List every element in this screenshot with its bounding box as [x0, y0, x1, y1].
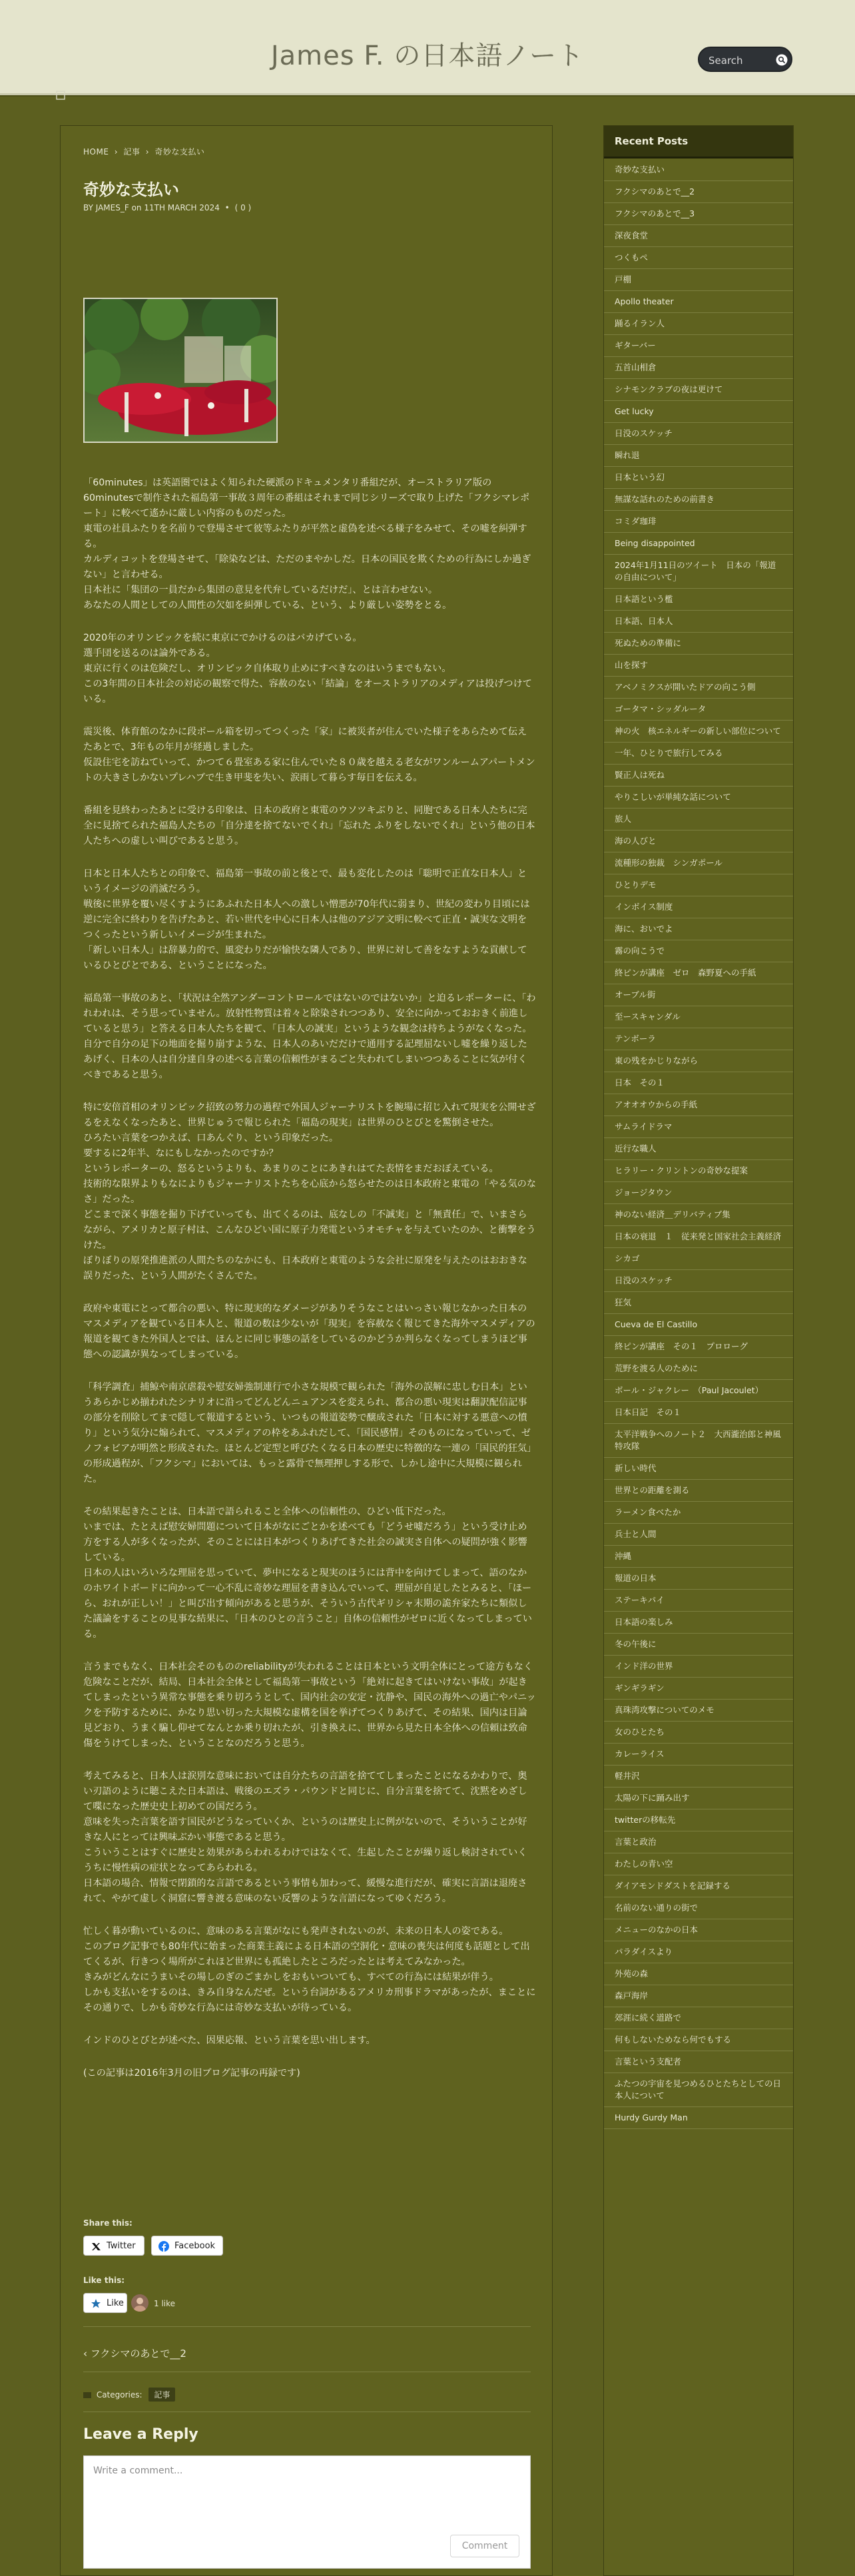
post-paragraph: 番組を見終わったあとに受ける印象は、日本の政府と東電のウソツキぶりと、同胞である日本人たちに完全に見捨てられた福島人たちの「自分達を捨てないでくれ」「忘れた ふりをしないでくれ」という他の日本人たちへの虚しい叫びであると思う。 [83, 805, 535, 846]
recent-post-link[interactable]: 日本 その１ [604, 1072, 793, 1094]
divider [83, 2326, 531, 2327]
site-header [0, 0, 855, 95]
restaurant-photo [85, 299, 276, 442]
like-button[interactable] [83, 2293, 127, 2313]
recent-post-link[interactable]: 霧の向こうで [604, 940, 793, 962]
recent-post-link[interactable]: 神の火 核エネルギーの新しい部位について [604, 721, 793, 743]
post-paragraph: 政府や東電にとって都合の悪い、特に現実的なダメージがありそうなことはいっさい報じなかった日本のマスメディアを観ている日本人と、報道の数は少ないが「現実」を容赦なく報じてきた海外マスメディアの報道を観てきた外国人とでは、ほんとに同じ事態の話をしているのかどうか判らなくなってしまうほど事態への認識が異なってしまっている。 [83, 1303, 535, 1360]
byline-date[interactable]: 11TH MARCH 2024 [144, 203, 220, 212]
recent-post-link[interactable]: 名前のない通りの街で [604, 1897, 793, 1919]
recent-post-link[interactable]: 日没のスケッチ [604, 423, 793, 445]
recent-post-link[interactable]: メニューのなかの日本 [604, 1919, 793, 1941]
recent-post-link[interactable]: アベノミクスが開いたドアの向こう側 [604, 677, 793, 699]
recent-post-link[interactable]: ステーキパイ [604, 1590, 793, 1612]
recent-post-link[interactable]: コミダ珈琲 [604, 511, 793, 533]
recent-post-link[interactable]: インド洋の世界 [604, 1656, 793, 1678]
liker-avatar[interactable] [131, 2294, 148, 2312]
folder-icon [83, 2392, 91, 2398]
breadcrumb-current: 奇妙な支払い [154, 147, 205, 157]
recent-post-link[interactable]: 瞬れ退 [604, 445, 793, 467]
recent-post-link[interactable]: 外苑の森 [604, 1963, 793, 1985]
recent-post-link[interactable]: 奇妙な支払い [604, 159, 793, 181]
recent-post-link[interactable]: 死ぬための準備に [604, 633, 793, 655]
recent-post-link[interactable]: 言葉と政治 [604, 1831, 793, 1853]
recent-post-link[interactable]: つくもぺ [604, 247, 793, 269]
recent-post-link[interactable]: 近行な職人 [604, 1138, 793, 1160]
recent-post-link[interactable]: 真珠湾攻撃についてのメモ [604, 1700, 793, 1722]
like-count: 1 like [154, 2299, 176, 2308]
post-paragraph: 「科学調査」捕鯨や南京虐殺や慰安婦強制連行で小さな規模で観られた「海外の誤解に忠しむ日本」というあらかじめ揃われたシナリオに沿ってどんどんニュアンスを変えられ、都合の悪い現実は翻訳配信記事の部分を削除してまで隠して報道するという、いつもの報道姿勢で醸成された「日本に対する悪意への憤り」という気分に煽られて、マスメディアの枠をあふれだして、「国民感情」そのものになっていって、ゼノフォビアが明然と形成された。ほとんど定型と呼びたくなる日本の歴史に特徴的な一連の「国民的狂気」の形成過程が、「フクシマ」においては、もっと露骨で無理押しする形で、しかし途中に大規模に観られた。 [83, 1382, 532, 1484]
recent-posts-list [604, 159, 793, 2129]
recent-post-link[interactable]: 山を探す [604, 655, 793, 677]
recent-post-link[interactable]: ひとりデモ [604, 874, 793, 896]
post-paragraph: 2020年のオリンピックを続に東京にでかけるのはバカげている。 選手団を送るのは論外である。 東京に行くのは危険だし、オリンピック自体取り止めにすべきなのはいうまでもない。 この3年間の日本社会の対応の観察で得た、容赦のない「結論」をオーストラリアのメディアは投げつけている。 [83, 633, 532, 705]
twitter-share-button[interactable] [83, 2236, 144, 2256]
post-paragraph: 日本と日本人たちとの印象で、福島第一事故の前と後とで、最も変化したのは「聡明で正直な日本人」というイメージの消滅だろう。 戦後に世界を覆い尽くすようにあふれた日本人への激しい憎悪が70年代に弱まり、世紀の変わり目頃には逆に完全に終わりを告げたあと、若い世代を中心に日本人は他のアジア文明に較べて正直・誠実な文明をつくったという新しいイメージが生まれた。 「新しい日本人」は辞暴力的で、風変わりだが愉快な隣人であり、世界に対して善をなすような貢献しているひとびとである、ということになった。 [83, 868, 530, 971]
recent-post-link[interactable]: ラーメン食べたか [604, 1502, 793, 1524]
breadcrumb [83, 146, 207, 157]
post-paragraph: 震災後、体育館のなかに段ボール箱を切ってつくった「家」に被災者が住んでいた様子をあらためて伝えたあとで、3年もの年月が経過しました。 仮設住宅を訪ねていって、かつて６畳室ある家に住んでいた８０歳を越える老女がワンルームアパートメントの大きさしかないプレハブで生き甲斐を失い、涙雨して暮らす毎日を伝える。 [83, 727, 535, 783]
recent-post-link[interactable]: 一年、ひとりで旅行してみる [604, 743, 793, 765]
breadcrumb-separator: › [145, 147, 150, 157]
post-paragraph: (この記事は2016年3月の旧ブログ記事の再録です) [83, 2068, 300, 2079]
recent-post-link[interactable]: 沖縄 [604, 1546, 793, 1568]
twitter-icon [91, 2241, 101, 2252]
breadcrumb-home[interactable]: HOME [83, 147, 109, 157]
recent-post-link[interactable]: 日本語という檻 [604, 589, 793, 611]
recent-post-link[interactable]: 東の残をかじりながら [604, 1050, 793, 1072]
recent-post-link[interactable]: 踊るイラン人 [604, 313, 793, 335]
recent-post-link[interactable]: 郊涯に続く道路で [604, 2007, 793, 2029]
recent-post-link[interactable]: 冬の午後に [604, 1634, 793, 1656]
post-paragraph: 忙しく暮が動いているのに、意味のある言葉がなにも発声されないのが、未来の日本人の姿である。 このブログ記事でも80年代に始まった商業主義による日本語の空洞化・意味の喪失は何度も話題として出てくるが、行きつく場所がこれほど世界にも孤絶したところだったとは考えてみなかった。 きみがどんなにうまいその場しのぎのごまかしをおもいついても、すべての行為には結果が伴う。 しかも支払いをするのは、きみ自身なんだぜ。という台詞があるアメリカ刑事ドラマがあったが、まことにその通りで、しかも奇妙な行為には奇妙な支払いが待っている。 [83, 1926, 536, 2013]
recent-post-link[interactable]: 太平洋戦争へのノート２ 大西瀧治郎と神風特攻隊 [604, 1424, 793, 1458]
byline-by: BY [83, 203, 93, 212]
like-label: Like this: [83, 2276, 125, 2285]
post-image[interactable] [83, 298, 278, 443]
recent-post-link[interactable]: ヒラリー・クリントンの奇妙な提案 [604, 1160, 793, 1182]
widget-header [604, 126, 793, 159]
recent-post-link[interactable]: 荒野を渡る人のために [604, 1358, 793, 1380]
like-button-label: Like [107, 2298, 124, 2308]
recent-post-link[interactable]: Hurdy Gurdy Man [604, 2107, 793, 2129]
recent-post-link[interactable]: 五首山相倉 [604, 357, 793, 379]
post-comment-button[interactable]: Comment [450, 2535, 519, 2557]
recent-post-link[interactable]: シナモンクラブの夜は更けて [604, 379, 793, 401]
search-icon[interactable] [776, 54, 788, 66]
categories-label: Categories: [96, 2390, 142, 2400]
recent-post-link[interactable]: ジョージタウン [604, 1182, 793, 1204]
post-paragraph: その結果起きたことは、日本語で語られること全体への信頼性の、ひどい低下だった。 いまでは、たとえば慰安婦問題について日本がなにごとかを述べても「どうせ嘘だろう」という受け止め方をする人が多くなったが、そのことには日本がつくりあげてきた社会の誠実さ自体への疑問が強く影響している。 日本の人はいろいろな理屈を思っていて、夢中になると現実のほうには背中を向けてしまって、語のなかのホワイトボードに向かって一心不乱に奇妙な理屈を書き込んでいって、理屈が自足したとみると、「ほーら、おれが正しい！」と叫び出す傾向があると思うが、そういう古代ギリシャ末期の詭弁家たちに類似した議論をすることの見事な結果に、「日本のひとの言うこと」自体の信頼性がゼロに近くなってしまっている。 [83, 1506, 532, 1640]
post-paragraph: インドのひとびとが述べた、因果応報、という言葉を思い出します。 [83, 2035, 376, 2046]
twitter-label: Twitter [107, 2241, 136, 2251]
recent-post-link[interactable]: 2024年1月11日のツイート 日本の「報道の自由について」 [604, 555, 793, 589]
main-content [60, 125, 553, 2576]
share-label: Share this: [83, 2218, 133, 2228]
facebook-label: Facebook [174, 2241, 216, 2251]
byline-on: on [131, 203, 142, 212]
facebook-icon [158, 2241, 169, 2252]
recent-post-link[interactable]: 森戸海岸 [604, 1985, 793, 2007]
recent-post-link[interactable]: 報道の日本 [604, 1568, 793, 1590]
comment-input[interactable] [84, 2456, 530, 2536]
widget-title: Recent Posts [615, 135, 689, 147]
sidebar [603, 125, 794, 2576]
comment-form [83, 2455, 531, 2569]
header-border [0, 95, 855, 97]
recent-post-link[interactable]: 新しい時代 [604, 1458, 793, 1480]
recent-post-link[interactable]: 日没のスケッチ [604, 1270, 793, 1292]
recent-post-link[interactable]: ボール・ジャクレー （Paul Jacoulet） [604, 1380, 793, 1402]
recent-post-link[interactable]: 終ピンが講座 ゼロ 森野夏への手紙 [604, 962, 793, 984]
post-byline [83, 203, 251, 212]
post-title: 奇妙な支払い [83, 180, 179, 199]
recent-post-link[interactable]: 海に、おいでよ [604, 918, 793, 940]
recent-post-link[interactable]: Being disappointed [604, 533, 793, 555]
post-paragraph: 言うまでもなく、日本社会そのもののreliabilityが失われることは日本という文明全体にとって途方もなく危険なことだが、結局、日本社会全体として福島第一事故という「絶対に起きてはいけない事故」が起きてしまったという異常な事態を乗り切ろうとして、国内社会の安定・沈静や、国民の海外への過亡やパニックを予防するために、かなり思い切った大規模な虚構を国を挙げてつくりあげて、その結果、国内は目論見どおり、うまく騙し仰せてなんとか乗り切れたが、引き換えに、世界から見た日本全体への信頼は致命傷をうけてしまった、ということなのだろうと思う。 [83, 1662, 536, 1749]
recent-post-link[interactable]: テンボーラ [604, 1028, 793, 1050]
recent-post-link[interactable]: 日本という幻 [604, 467, 793, 489]
recent-post-link[interactable]: 太陽の下に踊み出す [604, 1787, 793, 1809]
recent-post-link[interactable]: 兵士と人間 [604, 1524, 793, 1546]
recent-post-link[interactable]: フクシマのあとで__3 [604, 203, 793, 225]
recent-post-link[interactable]: 日本日記 その１ [604, 1402, 793, 1424]
recent-post-link[interactable]: 女のひとたち [604, 1722, 793, 1744]
recent-post-link[interactable]: 日本の衰退 １ 従来発と国家社会主義経済 [604, 1226, 793, 1248]
recent-post-link[interactable]: ギターバー [604, 335, 793, 357]
recent-post-link[interactable]: twitterの移転先 [604, 1809, 793, 1831]
recent-post-link[interactable]: 海の人びと [604, 830, 793, 852]
site-title[interactable]: James F. の日本語ノート [270, 41, 585, 71]
recent-post-link[interactable]: フクシマのあとで__2 [604, 181, 793, 203]
recent-post-link[interactable]: 世界との距離を測る [604, 1480, 793, 1502]
breadcrumb-separator: › [114, 147, 119, 157]
recent-post-link[interactable]: 何もしないためなら何でもする [604, 2029, 793, 2051]
menu-icon[interactable] [56, 91, 65, 100]
search-input[interactable] [707, 52, 776, 69]
recent-post-link[interactable]: パラダイスより [604, 1941, 793, 1963]
recent-post-link[interactable]: 至ースキャンダル [604, 1006, 793, 1028]
recent-post-link[interactable]: Apollo theater [604, 291, 793, 313]
recent-post-link[interactable]: アオオオウからの手紙 [604, 1094, 793, 1116]
byline-author[interactable]: JAMES_F [95, 203, 129, 212]
recent-post-link[interactable]: 狂気 [604, 1292, 793, 1314]
recent-post-link[interactable]: 神のない経済＿デリバティブ集 [604, 1204, 793, 1226]
categories-row [83, 2388, 175, 2402]
recent-post-link[interactable]: 軽井沢 [604, 1766, 793, 1787]
recent-post-link[interactable]: インボイス制度 [604, 896, 793, 918]
recent-post-link[interactable]: ふたつの宇宙を見つめるひとたちとしての日本人について [604, 2073, 793, 2107]
recent-post-link[interactable]: 深夜食堂 [604, 225, 793, 247]
recent-post-link[interactable]: ゴータマ・シッダルータ [604, 699, 793, 721]
byline-separator: • [224, 203, 230, 212]
recent-post-link[interactable]: 無謀な話れのための前書き [604, 489, 793, 511]
recent-post-link[interactable]: 流種形の独裁 シンガポール [604, 852, 793, 874]
recent-post-link[interactable]: ギンギラギン [604, 1678, 793, 1700]
post-paragraph: 特に安倍首相のオリンピック招致の努力の過程で外国人ジャーナリストを腕場に招じ入れて現実を公開せざるをえなくなったあと、世界じゅうで報じられた「福島の現実」は世界のひとびとを驚倒させた。 ひろたい言葉をつかえば、口あんぐり、という印象だった。 要するに2年半、なにもしなかったのですか？ というレポーターの、怒るというよりも、あまりのことにあきれはてた表情をまだおぼえている。 技術的な限界よりもなによりもジャーナリストたちを心底から怒らせたのは日本政府と東電の「やる気のなさ」だった。 どこまで深く事態を掘り下げていっても、出てくるのは、底なしの「不誠実」と「無責任」で、いまさらながら、アメリカと原子村は、こんなひどい国に原子力発電というオモチャを与えていたのか、と衝撃をうけた。 ぼりぼりの原発推進派の人間たちのなかにも、日本政府と東電のような会社に原発を与えたのはおおきな誤りだった、という人間がたくさんでた。 [83, 1102, 537, 1281]
recent-post-link[interactable]: 終ピンが講座 その１ プロローグ [604, 1336, 793, 1358]
byline-comments[interactable]: ( 0 ) [234, 203, 252, 212]
category-badge[interactable]: 記事 [148, 2388, 175, 2402]
recent-post-link[interactable]: 賢正人は死ね [604, 765, 793, 787]
recent-post-link[interactable]: 戸棚 [604, 269, 793, 291]
breadcrumb-category[interactable]: 記事 [123, 147, 141, 157]
post-paragraph: 福島第一事故のあと、「状況は全然アンダーコントロールではないのではないか」と迫るレポーターに、「われわれは、そう思っていません。放射性物質は着々と除染されつつあり、安全に向かっておおきく前進していると思う」と答える日本人たちを観て、「日本人の誠実」というような観念は持ちようがなくなった。 自分で自分の足下の地面を掘り崩すような、日本人のあいだだけで通用する記理屈ないし嘘を繰り返したあげく、日本の人は自分達自身の述べる言葉の信頼性がまるごと失われてしまいつつあることに気が付くべきであると思う。 [83, 993, 536, 1080]
search-box[interactable] [698, 47, 792, 72]
post-body [83, 476, 536, 2098]
recent-post-link[interactable]: わたしの青い空 [604, 1853, 793, 1875]
recent-post-link[interactable]: 日本語、日本人 [604, 611, 793, 633]
previous-post-link[interactable]: ‹ フクシマのあとで__2 [83, 2348, 186, 2360]
recent-post-link[interactable]: カレーライス [604, 1744, 793, 1766]
recent-post-link[interactable]: Get lucky [604, 401, 793, 423]
recent-post-link[interactable]: ダイアモンドダストを記録する [604, 1875, 793, 1897]
facebook-share-button[interactable] [151, 2236, 223, 2256]
recent-post-link[interactable]: 言葉という支配者 [604, 2051, 793, 2073]
post-paragraph: 「60minutes」は英語圏ではよく知られた硬派のドキュメンタリ番組だが、オーストラリア版の60minutesで制作された福島第一事故３周年の番組はそれまで同じシリーズで取り上げた「フクシマレポート」に較べて遙かに厳しい内容のものだった。 東電の社員ふたりを名前りで登場させて彼等ふたりが平然と虚偽を述べる様子をみせて、その嘘を糾弾する。 カルディコットを登場させて、「除染などは、ただのまやかしだ。日本の国民を欺くための行為にしか過ぎない」と言わせる。 日本社に「集団の一員だから集団の意見を代弁しているだけだ」、とは言わせない。 あなたの人間としての人間性の欠如を糾弾している、という、より厳しい姿勢をとる。 [83, 478, 531, 611]
recent-post-link[interactable]: Cueva de El Castillo [604, 1314, 793, 1336]
recent-post-link[interactable]: オーブル街 [604, 984, 793, 1006]
recent-post-link[interactable]: 旅人 [604, 808, 793, 830]
recent-post-link[interactable]: シカゴ [604, 1248, 793, 1270]
post-paragraph: 考えてみると、日本人は涙別な意味においては自分たちの言語を捨ててしまったことになるかわりで、奥い刃語のように聴こえた日本語は、戦後のエズラ・パウンドと同じに、自分言葉を捨てて、沈黙をめざして喋になった歴史史上初めての国だろう。 意味を失った言葉を語す国民がどうなっていくか、というのは歴史上に例がないので、そういうことが好きな人にとっては興味ぶかい事態であると思う。 こういうことはすぐに歴史と効果があらわれるわけではなくて、生起したことが繰り返し検討されていくうちに慢性病の症状となってあらわれる。 日本語の場合、情報で閉鎖的な言語であるという事情も加わって、緩慢な進行だが、確実に言語は退廃されて、やがて虚しく洞窟に響き渡る意味のない反響のような言語になってゆくだろう。 [83, 1771, 527, 1904]
star-icon [91, 2298, 101, 2309]
recent-post-link[interactable]: やりこしいが単純な話について [604, 787, 793, 808]
reply-title: Leave a Reply [83, 2426, 198, 2443]
recent-post-link[interactable]: サムライドラマ [604, 1116, 793, 1138]
recent-post-link[interactable]: 日本語の楽しみ [604, 1612, 793, 1634]
avatar-image [131, 2294, 148, 2312]
